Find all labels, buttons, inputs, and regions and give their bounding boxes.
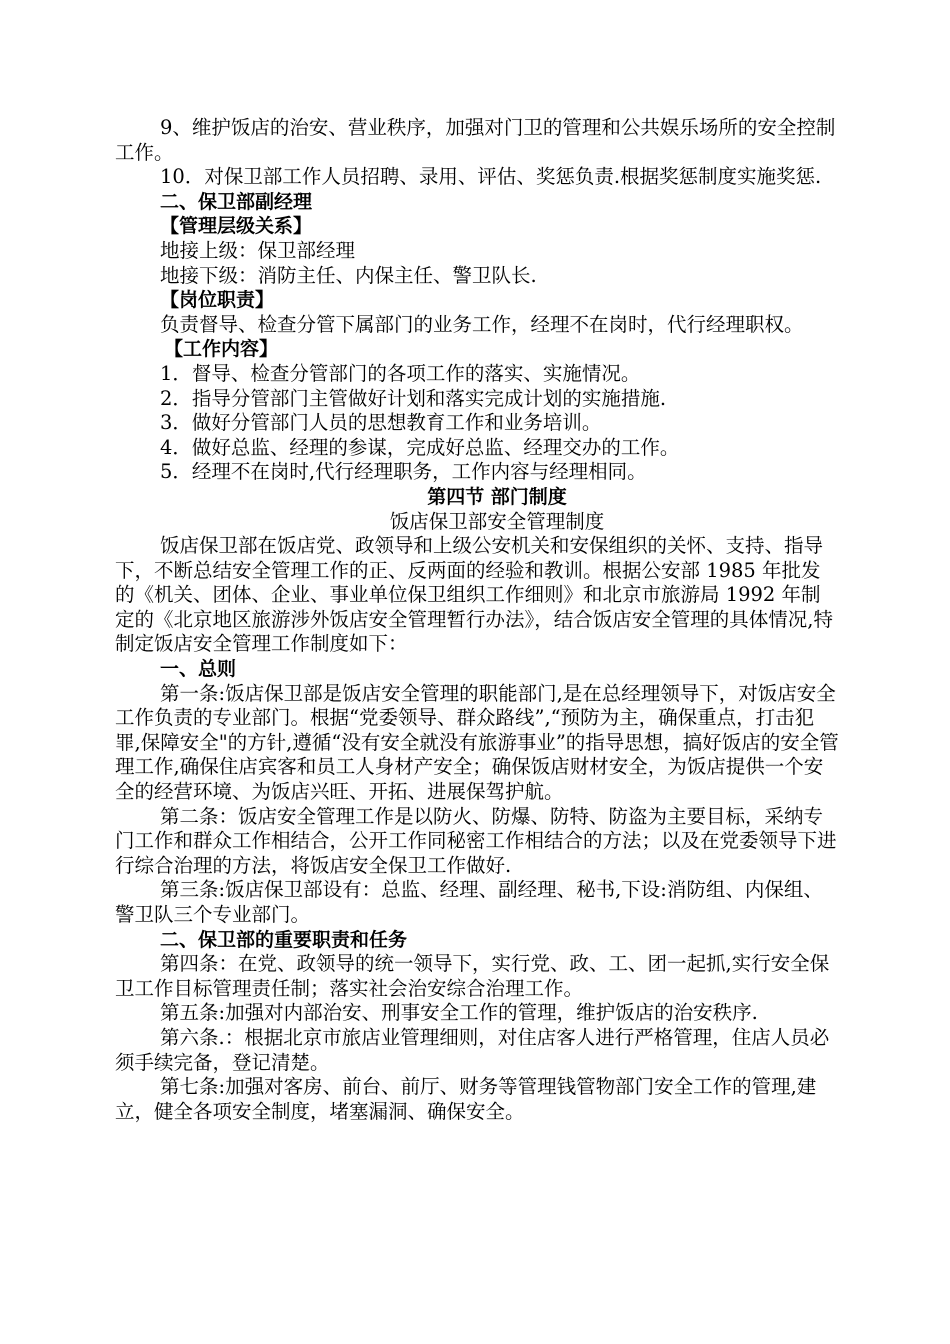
direct-superior: 地接上级：保卫部经理 xyxy=(160,238,356,262)
work-item: 1．督导、检查分管部门的各项工作的落实、实施情况。 xyxy=(160,361,641,385)
article-4: 第四条：在党、政领导的统一领导下，实行党、政、工、团一起抓,实行安全保卫工作目标管理责任制；落实社会治安综合治理工作。 xyxy=(115,952,830,1000)
article-1: 第一条:饭店保卫部是饭店安全管理的职能部门,是在总经理领导下，对饭店安全工作负责的专业部门。根据“党委领导、群众路线”,“预防为主，确保重点，打击犯罪,保障安全"的方针,遵循“没有安全就没有旅游事业”的指导思想，搞好饭店的安全管理工作,确保住店宾客和员工人身材产安全；确保饭店财材安全，为饭店提供一个安全的经营环境、为饭店兴旺、开拓、进展保驾护航。 xyxy=(115,681,839,804)
work-item: 3．做好分管部门人员的思想教育工作和业务培训。 xyxy=(160,411,602,435)
work-item: 2．指导分管部门主管做好计划和落实完成计划的实施措施. xyxy=(160,386,667,410)
article-2: 第二条：饭店安全管理工作是以防火、防爆、防特、防盗为主要目标，采纳专门工作和群众工作相结合，公开工作同秘密工作相结合的方法；以及在党委领导下进行综合治理的方法，将饭店安全保卫工作做好. xyxy=(115,804,837,877)
heading-job-duties: 【岗位职责】 xyxy=(160,289,275,312)
section-subtitle: 饭店保卫部安全管理制度 xyxy=(389,509,605,533)
heading-work-content: 【工作内容】 xyxy=(164,338,279,361)
job-duties-text: 负责督导、检查分管下属部门的业务工作，经理不在岗时，代行经理职权。 xyxy=(160,312,804,336)
heading-general-provisions: 一、总则 xyxy=(160,658,237,681)
direct-subordinate: 地接下级：消防主任、内保主任、警卫队长. xyxy=(160,263,537,287)
article-5: 第五条:加强对内部治安、刑事安全工作的管理，维护饭店的治安秩序. xyxy=(160,1001,758,1025)
article-7: 第七条:加强对客房、前台、前厅、财务等管理钱管物部门安全工作的管理,建立，健全各项安全制度，堵塞漏洞、确保安全。 xyxy=(115,1075,817,1123)
section-title: 第四节 部门制度 xyxy=(427,485,567,508)
article-3: 第三条:饭店保卫部设有：总监、经理、副经理、秘书,下设:消防组、内保组、警卫队三个专业部门。 xyxy=(115,878,823,926)
work-item: 5．经理不在岗时,代行经理职务，工作内容与经理相同。 xyxy=(160,460,647,484)
heading-management-relations: 【管理层级关系】 xyxy=(160,215,313,238)
paragraph-item-9: 9、维护饭店的治安、营业秩序，加强对门卫的管理和公共娱乐场所的安全控制工作。 xyxy=(115,116,836,164)
document-page xyxy=(115,116,839,1124)
heading-duties-tasks: 二、保卫部的重要职责和任务 xyxy=(160,928,408,951)
heading-deputy-manager: 二、保卫部副经理 xyxy=(160,190,313,213)
article-6: 第六条.：根据北京市旅店业管理细则，对住店客人进行严格管理，住店人员必须手续完备，登记清楚。 xyxy=(115,1025,830,1074)
paragraph-item-10: 10．对保卫部工作人员招聘、录用、评估、奖惩负责.根据奖惩制度实施奖惩. xyxy=(160,165,822,189)
work-item: 4．做好总监、经理的参谋，完成好总监、经理交办的工作。 xyxy=(160,435,680,459)
intro-paragraph: 饭店保卫部在饭店党、政领导和上级公安机关和安保组织的关怀、支持、指导下，不断总结安全管理工作的正、反两面的经验和教训。根据公安部 1985 年批发的《机关、团体、企业、事业单位保卫组织工作细则》和北京市旅游局 1992 年制定的《北京地区旅游涉外饭店安全管理暂行办法》，结合饭店安全管理的具体情况,特制定饭店安全管理工作制度如下： xyxy=(115,534,833,656)
